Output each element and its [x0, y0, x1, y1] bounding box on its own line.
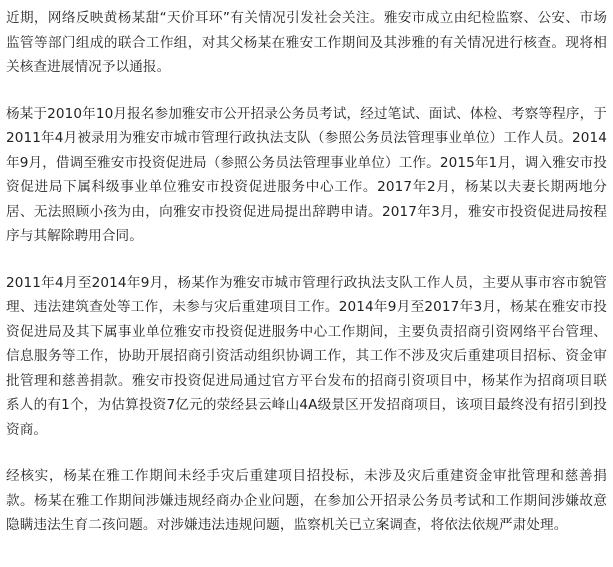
paragraph-intro: 近期，网络反映黄杨某甜“天价耳环”有关情况引发社会关注。雅安市成立由纪检监察、公安、市场监管等部门组成的联合工作组，对其父杨某在雅安工作期间及其涉雅的有关情况进行核查。现将相关核查进展情况予以通报。 [6, 10, 607, 75]
paragraph-work-duties: 2011年4月至2014年9月，杨某作为雅安市城市管理行政执法支队工作人员，主要从事市容市貌管理、违法建筑查处等工作，未参与灾后重建项目工作。2014年9月至2017年3月，杨某在雅安市投资促进局及其下属事业单位雅安市投资促进服务中心工作期间，主要负责招商引资网络平台管理、信息服务等工作，协助开展招商引资活动组织协调工作，其工作不涉及灾后重建项目招标、资金审批管理和慈善捐款。雅安市投资促进局通过官方平台发布的招商引资项目中，杨某作为招商项目联系人的有1个，为估算投资7亿元的荥经县云峰山4A级景区开发招商项目，该项目最终没有招引到投资商。 [6, 274, 607, 438]
paragraph-employment-history: 杨某于2010年10月报名参加雅安市公开招录公务员考试，经过笔试、面试、体检、考察等程序，于2011年4月被录用为雅安市城市管理行政执法支队（参照公务员法管理事业单位）工作人员。2014年9月，借调至雅安市投资促进局（参照公务员法管理事业单位）工作。2015年1月，调入雅安市投资促进局下属科级事业单位雅安市投资促进服务中心工作。2017年2月，杨某以夫妻长期两地分居、无法照顾小孩为由，向雅安市投资促进局提出辞聘申请。2017年3月，雅安市投资促进局按程序与其解除聘用合同。 [6, 105, 607, 244]
paragraph-conclusion: 经核实，杨某在雅工作期间未经手灾后重建项目招投标，未涉及灾后重建资金审批管理和慈善捐款。杨某在雅工作期间涉嫌违规经商办企业问题，在参加公开招录公务员考试和工作期间涉嫌故意隐瞒违法生育二孩问题。对涉嫌违法违规问题，监察机关已立案调查，将依法依规严肃处理。 [6, 468, 607, 533]
